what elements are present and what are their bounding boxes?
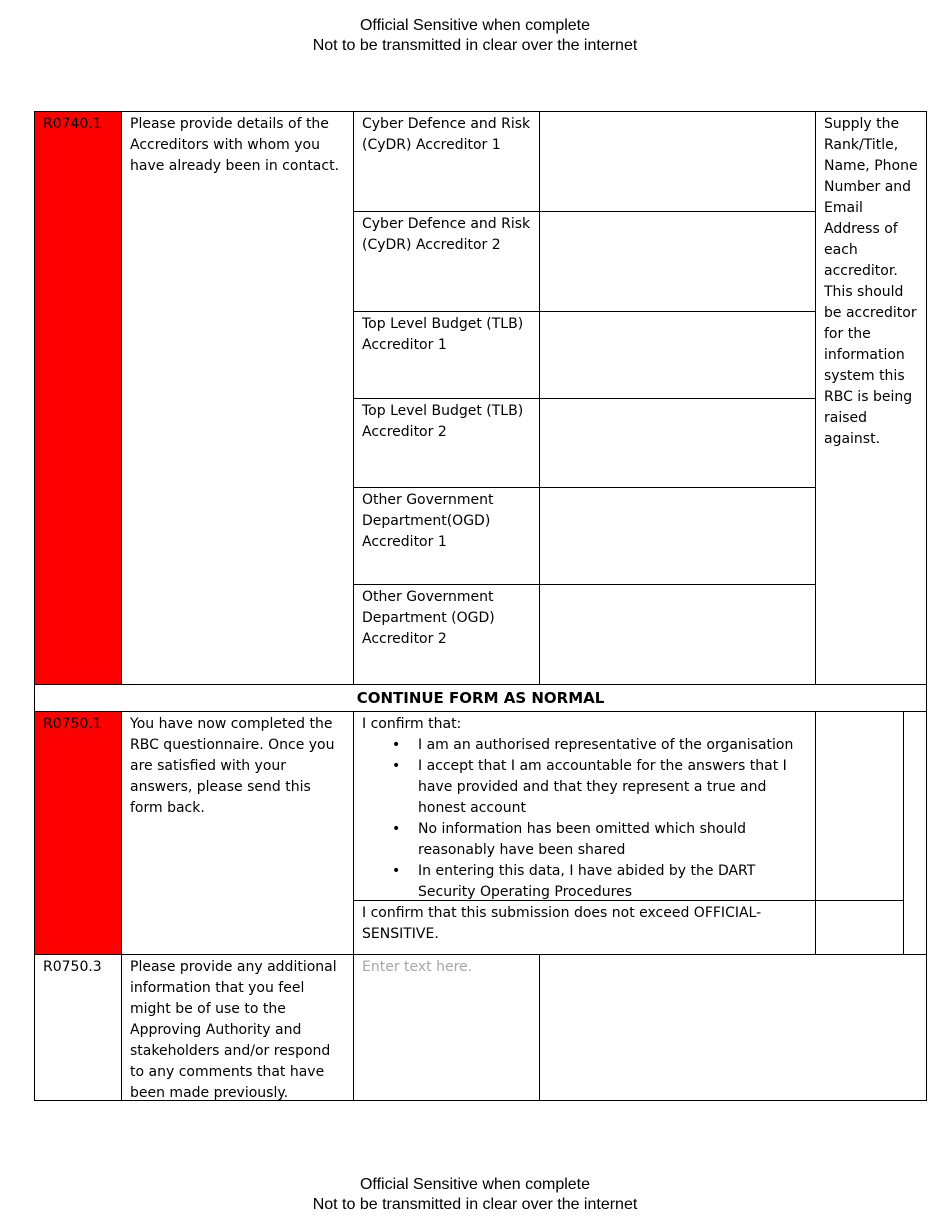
question-r0750-1: You have now completed the RBC questionnaire. Once you are satisfied with your answers, please send this form back. xyxy=(130,716,335,816)
confirm-item: • In entering this data, I have abided by the DART Security Operating Procedures xyxy=(418,861,809,903)
accreditor-label-2: Cyber Defence and Risk (CyDR) Accreditor 2 xyxy=(362,216,531,253)
ref-r0750-3: R0750.3 xyxy=(43,959,102,975)
accreditor-input-2[interactable] xyxy=(540,212,815,311)
accreditor-label-3: Top Level Budget (TLB) Accreditor 1 xyxy=(362,316,524,353)
confirm-intro: I confirm that: xyxy=(362,716,462,732)
additional-info-input[interactable]: Enter text here. xyxy=(362,959,473,975)
protective-marking-header xyxy=(0,16,950,56)
confirm-extra-1 xyxy=(904,712,926,900)
additional-info-response[interactable] xyxy=(540,955,926,1100)
confirm-checkbox-1[interactable] xyxy=(816,712,903,900)
confirm-item: • I accept that I am accountable for the answers that I have provided and that they represent a true and honest account xyxy=(418,756,809,819)
header-line-1: Official Sensitive when complete xyxy=(359,17,591,34)
confirm-list xyxy=(362,735,809,903)
accreditor-label-4: Top Level Budget (TLB) Accreditor 2 xyxy=(362,403,524,440)
protective-marking-footer xyxy=(0,1175,950,1215)
confirm-classification: I confirm that this submission does not exceed OFFICIAL-SENSITIVE. xyxy=(362,905,762,942)
ref-highlight-r0750-1 xyxy=(35,712,121,954)
accreditor-input-5[interactable] xyxy=(540,488,815,584)
continue-form-banner: CONTINUE FORM AS NORMAL xyxy=(356,689,605,707)
confirmation-statement xyxy=(354,713,815,903)
accreditor-input-4[interactable] xyxy=(540,399,815,487)
accreditor-label-1: Cyber Defence and Risk (CyDR) Accreditor 1 xyxy=(362,116,531,153)
footer-line-1: Official Sensitive when complete xyxy=(359,1176,591,1193)
accreditor-label-5: Other Government Department(OGD) Accreditor 1 xyxy=(362,492,494,550)
question-r0750-3: Please provide any additional information that you feel might be of use to the Approving Authority and stakeholders and/or respond to any comments that have been made previously. xyxy=(130,959,337,1101)
accreditor-input-1[interactable] xyxy=(540,112,815,211)
accreditor-guidance: Supply the Rank/Title, Name, Phone Number and Email Address of each accreditor. This should be accreditor for the information system this RBC is being raised against. xyxy=(824,116,918,447)
accreditor-input-6[interactable] xyxy=(540,585,815,684)
confirm-item: • No information has been omitted which should reasonably have been shared xyxy=(418,819,809,861)
confirm-item: • I am an authorised representative of the organisation xyxy=(418,735,809,756)
ref-highlight-r0740 xyxy=(35,112,121,684)
accreditor-input-3[interactable] xyxy=(540,312,815,398)
confirm-checkbox-2[interactable] xyxy=(816,901,903,954)
ref-r0750-1: R0750.1 xyxy=(43,716,102,732)
confirm-extra-2 xyxy=(904,901,926,954)
accreditor-label-6: Other Government Department (OGD) Accreditor 2 xyxy=(362,589,495,647)
footer-line-2: Not to be transmitted in clear over the internet xyxy=(312,1196,638,1213)
ref-r0740-1: R0740.1 xyxy=(43,116,102,132)
header-line-2: Not to be transmitted in clear over the internet xyxy=(312,37,638,54)
question-r0740-1: Please provide details of the Accreditors with whom you have already been in contact. xyxy=(130,116,340,174)
